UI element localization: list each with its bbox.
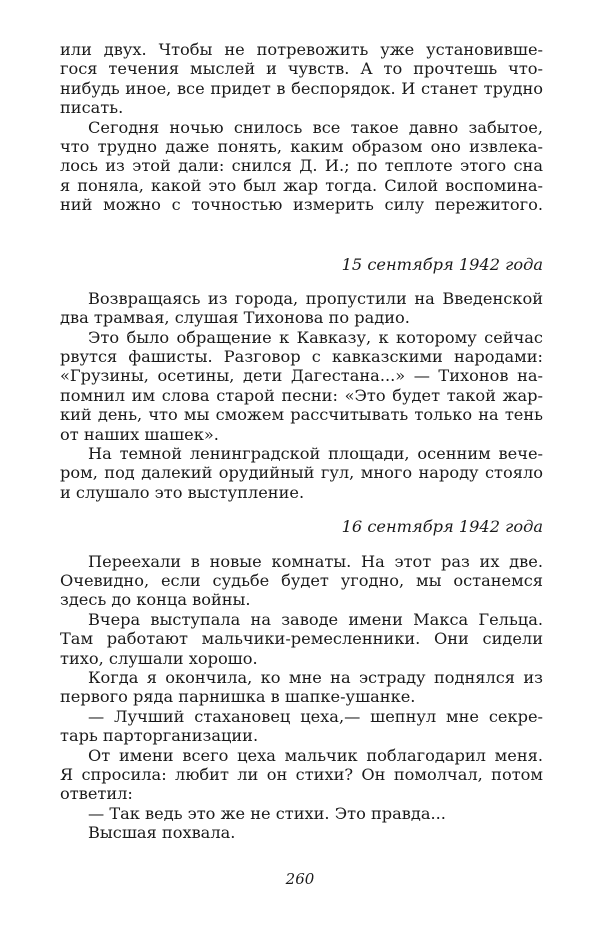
paragraph <box>60 707 543 746</box>
paragraph <box>60 804 543 823</box>
spacer <box>60 215 543 255</box>
text-line: Переехали в новые комнаты. На этот раз их две. <box>88 551 543 571</box>
text-line: писать. <box>60 98 124 118</box>
spacer <box>60 502 543 517</box>
text-line: — Лучший стахановец цеха,— шепнул мне секре- <box>88 706 543 726</box>
text-line: лось из этой дали: снился Д. И.; по теплоте этого сна <box>60 156 543 176</box>
text-line: ром, под далекий орудийный гул, много народу стояло <box>60 463 543 483</box>
paragraph <box>60 668 543 707</box>
text-line: От имени всего цеха мальчик поблагодарил меня. <box>88 745 543 765</box>
paragraph <box>60 746 543 804</box>
paragraph <box>60 552 543 610</box>
text-line: нибудь иное, все придет в беспорядок. И станет трудно <box>60 78 543 98</box>
text-line: ний можно с точностью измерить силу пережитого. <box>60 195 543 215</box>
paragraph <box>60 823 543 842</box>
text-line: Вчера выступала на заводе имени Макса Гельца. <box>88 609 543 629</box>
paragraph <box>60 40 543 118</box>
text-line: кий день, что мы сможем рассчитывать только на тень <box>60 405 543 425</box>
text-line: первого ряда парнишка в шапке-ушанке. <box>60 687 416 707</box>
text-line: и слушало это выступление. <box>60 482 305 502</box>
page-number: 260 <box>285 870 315 888</box>
text-line: Когда я окончила, ко мне на эстраду поднялся из <box>88 667 543 687</box>
text-line: — Так ведь это же не стихи. Это правда... <box>88 803 446 823</box>
text-line: Это было обращение к Кавказу, к которому сейчас <box>88 327 543 347</box>
text-line: или двух. Чтобы не потревожить уже установивше- <box>60 40 543 59</box>
spacer <box>60 274 543 289</box>
text-line: Возвращаясь из города, пропустили на Введенской <box>88 288 543 308</box>
text-line: тихо, слушали хорошо. <box>60 648 258 668</box>
text-line: два трамвая, слушая Тихонова по радио. <box>60 308 410 328</box>
text-line: рвутся фашисты. Разговор с кавказскими народами: <box>60 347 543 367</box>
entry-date-heading: 16 сентября 1942 года <box>341 517 543 537</box>
page-body <box>60 40 543 842</box>
text-line: Сегодня ночью снилось все такое давно забытое, <box>88 117 543 137</box>
text-line: Высшая похвала. <box>88 823 236 843</box>
text-line: гося течения мыслей и чувств. А то прочтешь что- <box>60 59 543 79</box>
paragraph <box>60 328 543 444</box>
text-line: Очевидно, если судьбе будет угодно, мы останемся <box>60 570 543 590</box>
entry-date-heading: 15 сентября 1942 года <box>341 254 543 274</box>
paragraph <box>60 444 543 502</box>
paragraph <box>60 289 543 328</box>
text-line: Я спросила: любит ли он стихи? Он помолчал, потом <box>60 764 543 784</box>
text-line: я поняла, какой это был жар тогда. Силой воспомина- <box>60 175 543 195</box>
text-line: «Грузины, осетины, дети Дагестана...» — Тихонов на- <box>60 366 543 386</box>
text-line: помнил им слова старой песни: «Это будет такой жар- <box>60 385 543 405</box>
paragraph <box>60 610 543 668</box>
text-line: от наших шашек». <box>60 424 219 444</box>
paragraph <box>60 118 543 215</box>
text-line: здесь до конца войны. <box>60 590 251 610</box>
text-line: ответил: <box>60 784 133 804</box>
text-line: На темной ленинградской площади, осенним вече- <box>88 444 543 464</box>
text-line: тарь парторганизации. <box>60 726 259 746</box>
text-line: что трудно даже понять, каким образом оно извлека- <box>60 136 543 156</box>
text-line: Там работают мальчики-ремесленники. Они сидели <box>60 629 543 649</box>
spacer <box>60 537 543 552</box>
